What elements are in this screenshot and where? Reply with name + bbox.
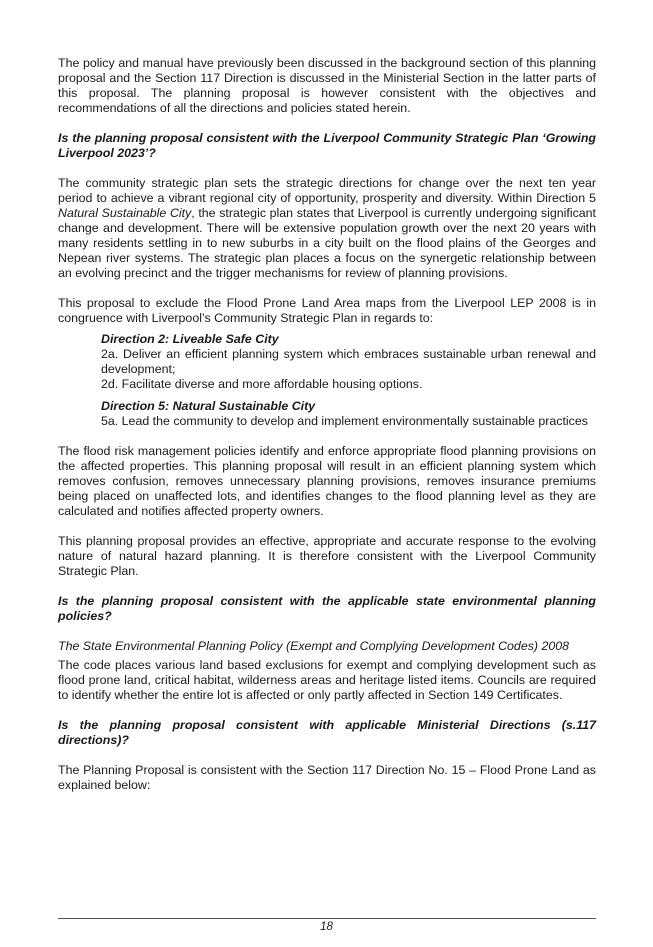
direction-2d: 2d. Facilitate diverse and more affordable housing options. bbox=[101, 377, 423, 391]
paragraph-policy-manual: The policy and manual have previously been discussed in the background section of this planning proposal and the Section 117 Direction is discussed in the Ministerial Section in the latter parts of this proposal. The planning proposal is however consistent with the objectives and recommendations of all the directions and policies stated herein. bbox=[58, 56, 596, 115]
text-run: , the strategic plan states that Liverpool is currently undergoing significant change and development. There will be extensive population growth over the next 20 years with many residents settling in to new suburbs in a city built on the flood plains of the Georges and Nepean river systems. The strategic plan places a focus on the synergetic relationship between an evolving precinct and the trigger mechanisms for review of planning provisions. bbox=[58, 206, 596, 280]
paragraph-natural-hazard-planning: This planning proposal provides an effective, appropriate and accurate response to the evolving nature of natural hazard planning. It is therefore consistent with the Liverpool Community Strategic Plan. bbox=[58, 534, 596, 578]
page-number: 18 bbox=[320, 921, 333, 933]
paragraph-strategic-directions bbox=[58, 176, 596, 281]
direction-5-title: Direction 5: Natural Sustainable City bbox=[101, 399, 316, 413]
direction-2a: 2a. Deliver an efficient planning system which embraces sustainable urban renewal and development; bbox=[101, 347, 596, 376]
heading-state-environmental-policies: Is the planning proposal consistent with the applicable state environmental planning policies? bbox=[58, 594, 596, 623]
paragraph-flood-risk-management: The flood risk management policies identify and enforce appropriate flood planning provisions on the affected properties. This planning proposal will result in an efficient planning system which removes confusion, removes unnecessary planning provisions, removes insurance premiums being placed on unaffected lots, and identifies changes to the flood planning level as they are calculated and notifies affected property owners. bbox=[58, 444, 596, 518]
direction-2-block bbox=[101, 332, 596, 392]
paragraph-proposal-congruence: This proposal to exclude the Flood Prone Land Area maps from the Liverpool LEP 2008 is in congruence with Liverpool’s Community Strategic Plan in regards to: bbox=[58, 296, 596, 325]
direction-5a: 5a. Lead the community to develop and implement environmentally sustainable practices bbox=[101, 414, 588, 428]
footer-divider bbox=[58, 918, 596, 919]
paragraph-section-117-direction: The Planning Proposal is consistent with the Section 117 Direction No. 15 – Flood Prone Land as explained below: bbox=[58, 763, 596, 792]
heading-community-strategic-plan: Is the planning proposal consistent with the Liverpool Community Strategic Plan ‘Growing Liverpool 2023’? bbox=[58, 131, 596, 160]
sepp-title: The State Environmental Planning Policy (Exempt and Complying Development Codes) 2008 bbox=[58, 639, 570, 653]
emphasis-natural-sustainable-city: Natural Sustainable City bbox=[58, 206, 192, 220]
direction-2-title: Direction 2: Liveable Safe City bbox=[101, 332, 279, 346]
text-run: The community strategic plan sets the strategic directions for change over the next ten year period to achieve a vibrant regional city of opportunity, prosperity and diversity. Within Direction 5 bbox=[58, 176, 596, 205]
direction-5-block bbox=[101, 399, 596, 429]
heading-ministerial-directions: Is the planning proposal consistent with applicable Ministerial Directions (s.117 directions)? bbox=[58, 718, 596, 747]
paragraph-code-exclusions: The code places various land based exclusions for exempt and complying development such as flood prone land, critical habitat, wilderness areas and heritage listed items. Councils are required to identify whether the entire lot is affected or only partly affected in Section 149 Certificates. bbox=[58, 658, 596, 702]
page-body bbox=[58, 56, 596, 793]
